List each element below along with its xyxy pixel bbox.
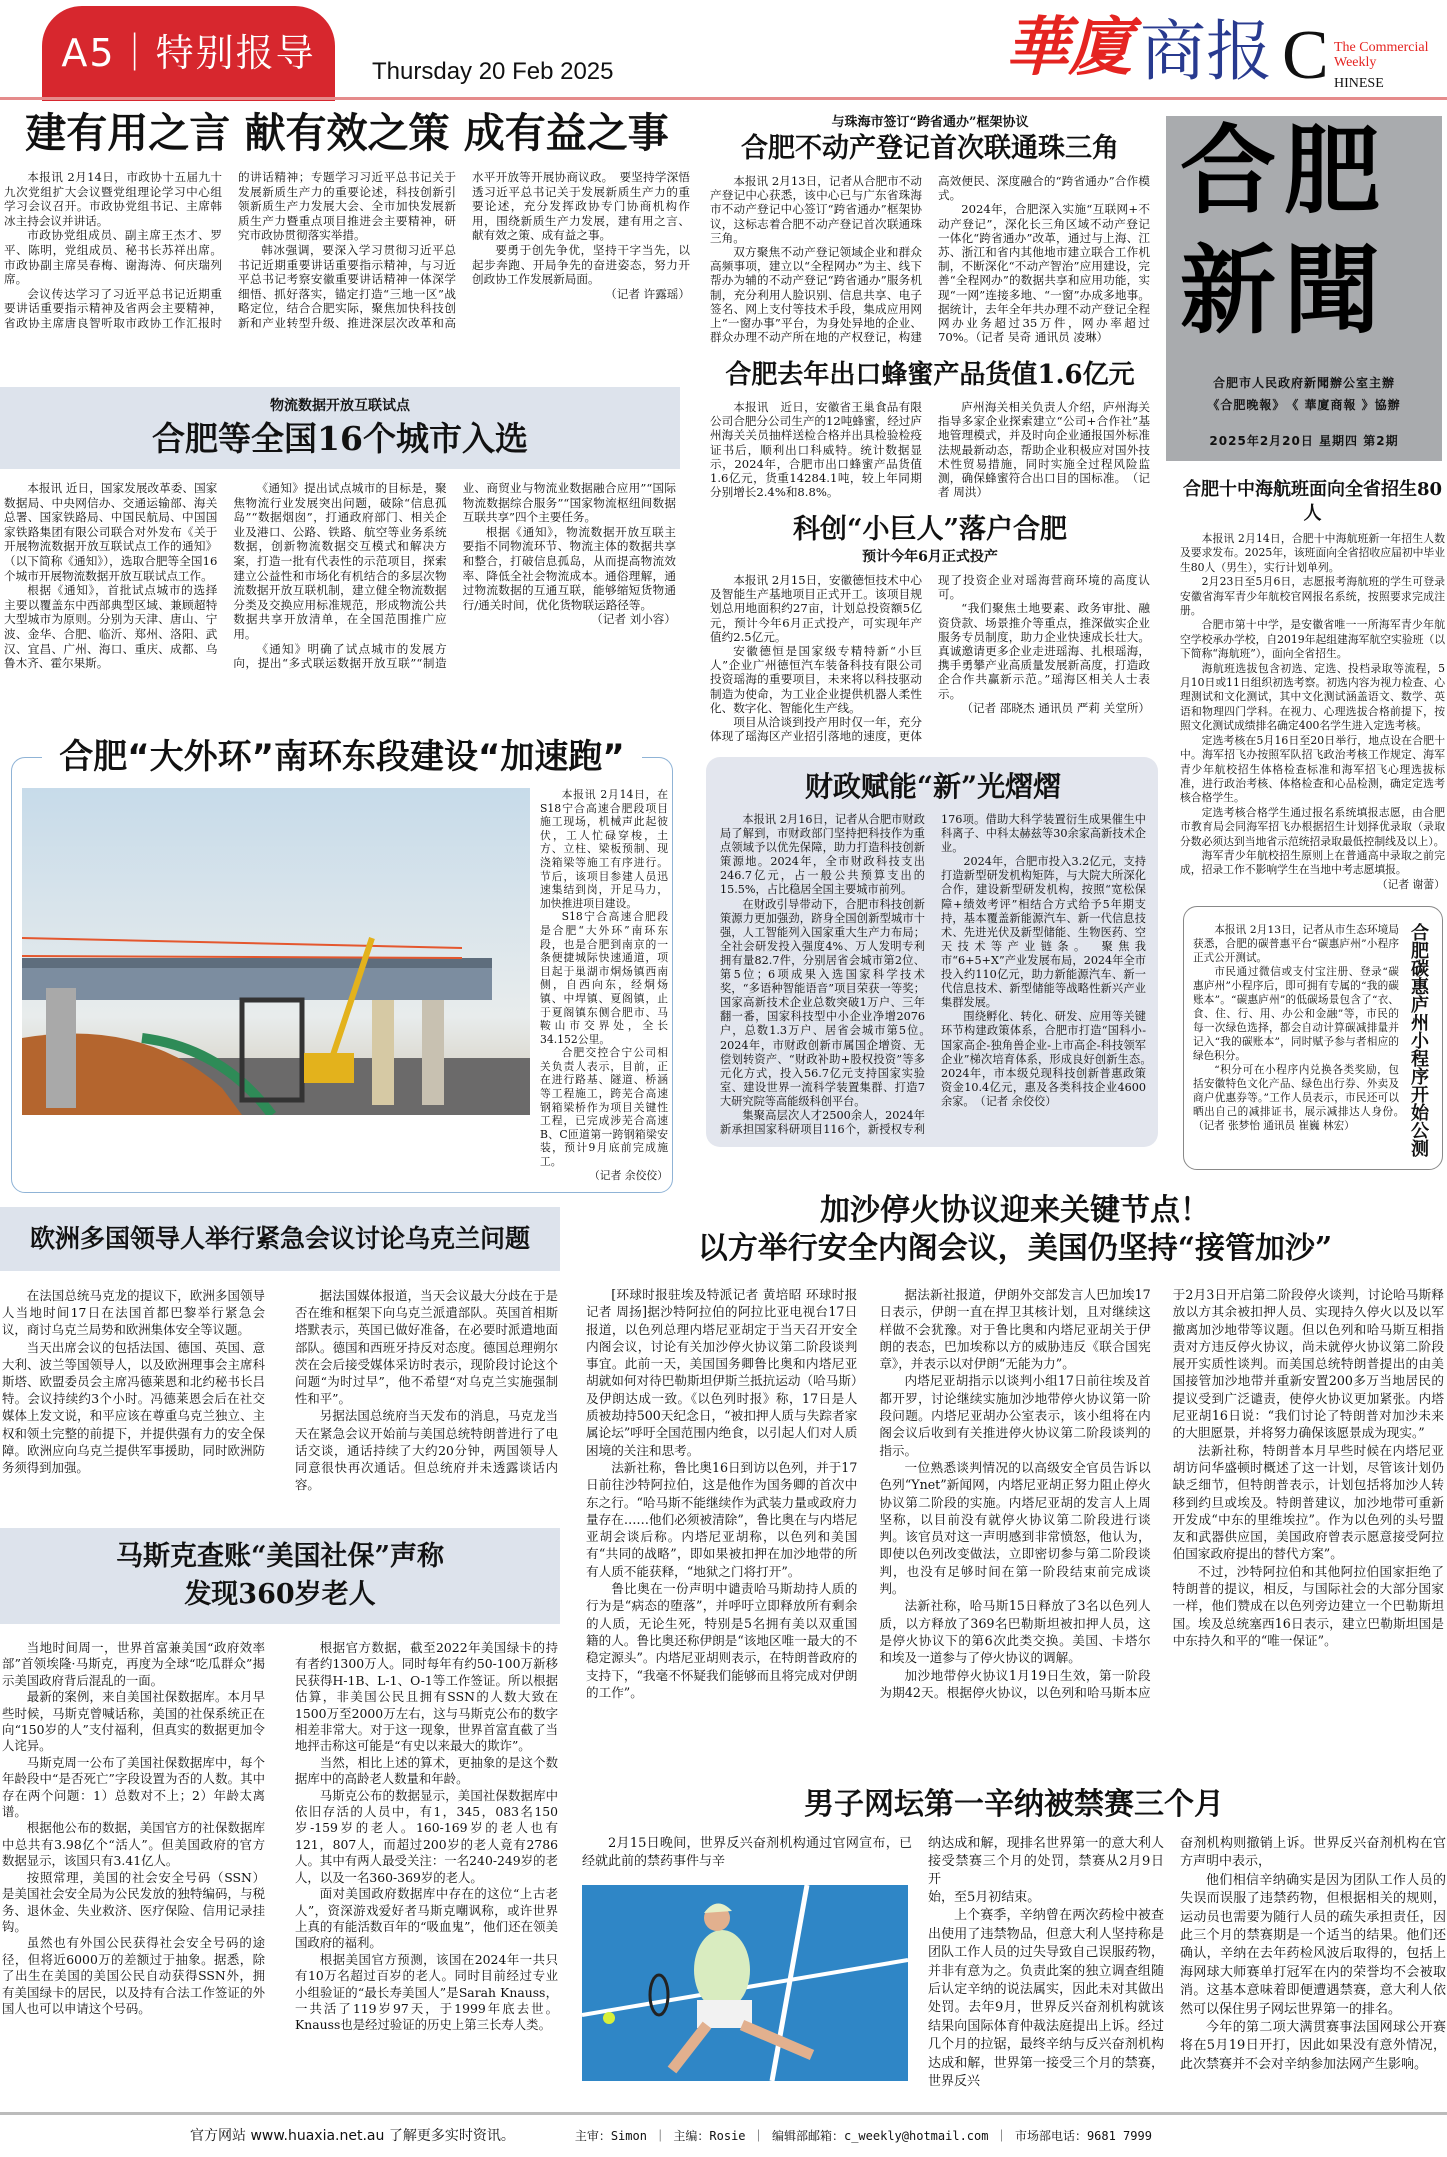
paragraph: 根据《通知》，首批试点城市的选择主要以覆盖东中西部典型区域、兼顾超特大型城市为原则。分别为天津、唐山、宁波、金华、合肥、临沂、郑州、洛阳、武汉、宜昌、广州、海口、重庆、成都、乌鲁木齐、霍尔果斯。 xyxy=(4,583,218,671)
tennis-player-photo xyxy=(582,1885,908,2081)
paragraph: 集聚高层次人才2500余人，2024年新承担国家科研项目116个，新授权专利176项。借助大科学装置衍生成果催生中科离子、中科太赫兹等30余家高新技术企业。 xyxy=(720,813,1146,1137)
footer-editor: 主编：Rosie xyxy=(673,2128,746,2143)
paragraph: 本报讯 近日，国家发展改革委、国家数据局、中央网信办、交通运输部、海关总署、国家铁路局、中国民航局、中国国家铁路集团有限公司联合对外发布《关于开展物流数据开放互联试点工作的通知》（以下简称《通知》），选取合肥等全国16个城市开展物流数据开放互联试点工作。 xyxy=(4,481,218,583)
paragraph: 内塔尼亚胡指示以谈判小组17日前往埃及首都开罗，讨论继续实施加沙地带停火协议第一阶段问题。内塔尼亚胡办公室表示，该小组将在内阁会议后收到有关推进停火协议第二阶段谈判的指示。 xyxy=(879,1373,1151,1458)
headline-ring-road: 合肥“大外环”南环东段建设“加速跑” xyxy=(42,735,642,779)
paragraph: 市政协党组成员、副主席王杰才、罗平、陈明，党组成员、秘书长苏祥出席。市政协副主席吴春梅、谢海涛、何庆瑞列席。 xyxy=(4,228,222,287)
section-sinner xyxy=(582,1785,1446,2091)
article-musk xyxy=(2,1640,558,2034)
headline-musk-line2: 发现360岁老人 xyxy=(184,1579,376,1610)
hefei-news-issue: 2025年2月20日 星期四 第2期 xyxy=(1209,434,1399,448)
section-ring-road xyxy=(11,735,673,1193)
kicker-logistics: 物流数据开放互联试点 xyxy=(270,398,410,414)
paragraph: 本报讯 2月14日，市政协十五届九十九次党组扩大会议暨党组理论学习中心组学习会议召开。市政协党组书记、主席韩冰主持会议并讲话。 xyxy=(4,170,222,228)
paragraph: 一位熟悉谈判情况的以高级安全官员告诉以色列“Ynet”新闻网，内塔尼亚胡正努力阻止停火协议第二阶段的实施。内塔尼亚胡的发言人上周坚称，以目前没有就停火协议第二阶段进行谈判。该官员对这一声明感到非常愤怒，他认为，即使以色列改变做法，立即密切参与第二阶段谈判，也没有足够时间在第一阶段结束前完成谈判。 xyxy=(879,1459,1151,1597)
paragraph: 在法国总统马克龙的提议下，欧洲多国领导人当地时间17日在法国首都巴黎举行紧急会议，商讨乌克兰局势和欧洲集体安全等议题。 xyxy=(2,1288,265,1338)
paragraph: 本报讯 近日，安徽省王巢食品有限公司合肥分公司生产的12吨蜂蜜，经过庐州海关关员抽样送检合格并出具检验检疫证书后，顺利出口科威特。统计数据显示，2024年，合肥市出口蜂蜜产品货值1.6亿元，货重14284.1吨，较上年同期分别增长2.4%和8.8%。 xyxy=(710,400,922,500)
headline-musk-line1: 马斯克查账“美国社保”声称 xyxy=(115,1541,445,1572)
byline: （记者 刘小容） xyxy=(591,612,676,627)
paragraph: 当然，相比上述的算术，更抽象的是这个数据库中的高龄老人数量和年龄。 xyxy=(295,1754,558,1787)
paragraph: 海航班选拔包含初选、定选、投档录取等流程，5月10日或11日组织初选考察。初选内容为视力检查、心理测试和文化测试，其中文化测试涵盖语文、数学、英语和物理四门学科。在视力、心理选拔合格前提下，按照文化测试成绩排名确定400名学生进入定选考核。 xyxy=(1180,661,1446,733)
article-sinner-col2b xyxy=(928,1889,1164,2091)
paragraph: 《通知》提出试点城市的目标是，聚焦物流行业发展突出问题，破除“信息孤岛”“数据烟囱”，打通政府部门、相关企业及港口、公路、铁路、航空等业务系统数据，创新物流数据交互模式和解决方案，打造一批有代表性的示范项目，探索建立公益性和市场化有机结合的多层次物流数据开放互联机制，建立健全物流数据分类及交换应用标准规范，形成物流公共数据共享开放清单，在全国范围推广应用。 xyxy=(233,481,447,641)
sinner-col1-wrap xyxy=(582,1835,912,2081)
header-divider xyxy=(0,97,1447,100)
paragraph: 安徽德恒是国家级专精特新“小巨人”企业广州德恒汽车装备科技有限公司投资瑶海的重要项目，未来将以科技驱动制造为使命，为工业企业提供机器人柔性化、数字化、智能化生产线。 xyxy=(710,644,922,715)
footer-email[interactable]: 编辑部邮箱：c_weekly@hotmail.com xyxy=(771,2128,989,2143)
headline-gaza-line1: 加沙停火协议迎来关键节点！ xyxy=(820,1193,1210,1228)
paragraph: 2月15日晚间，世界反兴奋剂机构通过官网宣布，已经就此前的禁药事件与辛 xyxy=(582,1836,912,1869)
paragraph: 根据《通知》，物流数据开放互联主要指不同物流环节、物流主体的数据共享和整合，打破信息孤岛，从而提高物流效率、降低全社会物流成本。通俗理解，通过物流数据的互通互联，能够缩短货物通行/通关时间，优化货物联运路径等。 xyxy=(462,524,676,612)
paragraph: 按照常理，美国的社会安全号码（SSN）是美国社会安全局为公民发放的独特编码，与税务、退休金、失业救济、医疗保险、信用记录挂钩。 xyxy=(2,1869,265,1934)
logo-shangbao: 商报 xyxy=(1140,13,1272,90)
hefei-news-title-2: 新聞 xyxy=(1180,234,1388,347)
issue-date: Thursday 20 Feb 2025 xyxy=(372,58,614,85)
paragraph: 根据官方数据，截至2022年美国绿卡的持有者约1300万人。同时每年有约50-100万新移民获得H-1B、L-1、O-1等工作签证。所以根据估算，非美国公民且拥有SSN的人数大致在1500万至2000万左右，这与马斯克公布的数字相差非常大。对于这一现象，世界首富直截了当地抨击称这可能是“有史以来最大的欺诈”。 xyxy=(295,1640,558,1754)
paragraph: [环球时报驻埃及特派记者 黄培昭 环球时报记者 周扬]据沙特阿拉伯的阿拉比亚电视台17日报道，以色列总理内塔尼亚胡定于当天召开安全内阁会议，讨论有关加沙停火协议第二阶段谈判事宜。此前一天，美国国务卿鲁比奥和内塔尼亚胡就如何对待巴勒斯坦伊斯兰抵抗运动（哈马斯）及伊朗达成一致。《以色列时报》称，17日是人质被劫持500天纪念日，“被扣押人质与失踪者家属论坛”呼吁全国范围内绝食，以引起人们对人质困境的关注和思考。 xyxy=(586,1287,858,1458)
hefei-news-masthead xyxy=(1166,116,1442,461)
paragraph: 据法新社报道，伊朗外交部发言人巴加埃17日表示，伊朗一直在捍卫其核计划，且对继续这样做不会犹豫。对于鲁比奥和内塔尼亚胡关于伊朗的表态，巴加埃称以方的威胁违反《联合国宪章》，并表示以对伊朗“无能为力”。 xyxy=(879,1287,1151,1372)
footer-credits: 主审：Simon ｜ 主编：Rosie ｜ 编辑部邮箱：c_weekly@hotmail.com ｜ 市场部电话：9681 7999 xyxy=(574,2128,1152,2143)
logo-english xyxy=(1334,40,1428,70)
paragraph: 根据他公布的数据，美国官方的社保数据库中总共有3.98亿个“活人”。但美国政府的官方数据显示，该国只有3.41亿人。 xyxy=(2,1820,265,1869)
paragraph: 双方聚焦不动产登记领域企业和群众高频事项，建立以“全程网办”为主、线下帮办为辅的不动产登记“跨省通办”服务机制，充分利用人脸识别、信息共享、电子签名、网上支付等技术手段，集成应用网上“一窗办事”平台，为身处异地的企业、群众办理不动产所在地的产权登记，构建高效便民、深度融合的“跨省通办”合作模式。 xyxy=(710,174,1150,345)
article-sinner-col2a xyxy=(928,1835,1164,1889)
headline-europe: 欧洲多国领导人举行紧急会议讨论乌克兰问题 xyxy=(29,1224,530,1253)
article-gaza xyxy=(586,1286,1444,1701)
paragraph: 2月23日至5月6日，志愿报考海航班的学生可登录安徽省海军青少年航校官网报名系统，按照要求完成注册。 xyxy=(1180,575,1445,618)
article-giant xyxy=(710,573,1150,743)
paragraph: 法新社称，哈马斯15日释放了3名以色列人质，以方释放了369名巴勒斯坦被扣押人员，这是停火协议下的第6次此类交换。美国、卡塔尔和埃及一道参与了停火协议的调解。 xyxy=(879,1598,1151,1666)
paragraph: 本报讯 2月13日，记者从合肥市不动产登记中心获悉，该中心已与广东省珠海市不动产登记中心签订“跨省通办”框架协议，这标志着合肥不动产登记首次联通珠三角。 xyxy=(710,174,922,245)
paragraph: 始，至5月初结束。 xyxy=(928,1890,1041,1905)
paragraph: 他们相信辛纳确实是因为团队工作人员的失误而误服了违禁药物，但根据相关的规则，运动员也需要为随行人员的疏失承担责任，因此三个月的禁赛期是一个适当的结果。他们还确认，辛纳在去年药检风波后取得的，包括上海网球大师赛单打冠军在内的荣誉均不会被取消。这基本意味着即便遭遇禁赛，意大利人依然可以保住男子网坛世界第一的排名。 xyxy=(1180,1872,1446,2017)
paragraph: 庐州海关相关负责人介绍，庐州海关指导多家企业探索建立“公司+合作社”基地管理模式，并及时向企业通报国外标准法规最新动态，帮助企业积极应对国外技术性贸易措施，同时实施全过程风险监测，确保蜂蜜符合出口目的国标准。 （记者 周洪） xyxy=(938,400,1150,500)
section-cppcc xyxy=(4,106,690,331)
section-property xyxy=(710,114,1150,344)
section-logistics xyxy=(0,387,680,671)
byline: （记者 谢蕾） xyxy=(1376,877,1445,891)
paragraph: 鲁比奥在一份声明中谴责哈马斯劫持人质的行为是“病态的堕落”，并呼吁立即释放所有剩余的人质，无论生死，特别是5名拥有美以双重国籍的人。鲁比奥还称伊朗是“该地区唯一最大的不稳定源头”。内塔尼亚胡则表示，在特朗普政府的支持下，“我毫不怀疑我们能够而且将完成对伊朗的工作”。 xyxy=(586,1581,858,1700)
paragraph: 今年的第二项大满贯赛事法国网球公开赛将在5月19日开打，因此如果没有意外情况，此次禁赛并不会对辛纳参加法网产生影响。 xyxy=(1180,2020,1446,2072)
paragraph: 根据美国官方预测，该国在2024年一共只有10万名超过百岁的老人。同时目前经过专业小组验证的“最长寿美国人”是Sarah Knauss，一共活了119岁97天，于1999年底去世。Knauss也是经过验证的历史上第三长寿人类。 xyxy=(295,1951,558,2033)
paragraph: 加沙地带停火协议1月19日生效，第一阶段为期42天。根据停火协议，以色列和哈马斯本应于2月3日开启第二阶段停火谈判，讨论哈马斯释放以方其余被扣押人员、实现持久停火以及以军撤离加沙地带等议题。但以色列和哈马斯互相指责对方违反停火协议，尚未就停火协议第二阶段展开实质性谈判。而美国总统特朗普提出的由美国接管加沙地带并重新安置200多万当地居民的提议受到广泛谴责，使停火协议更加紧张。内塔尼亚胡16日说：“我们讨论了特朗普对加沙未来的大胆愿景，并将努力确保该愿景成为现实。” xyxy=(879,1287,1444,1700)
section-naval xyxy=(1180,478,1445,892)
europe-headline-box xyxy=(0,1207,560,1271)
article-property xyxy=(710,174,1150,344)
hefei-news-co-organizer: 《合肥晚報》 《 華廈商報 》協辦 xyxy=(1207,398,1401,412)
headline-finance: 财政赋能“新”光熠熠 xyxy=(804,770,1062,803)
paragraph: 法新社称，特朗普本月早些时候在内塔尼亚胡访问华盛顿时概述了这一计划，尽管该计划仍缺乏细节，但特朗普表示，计划包括将加沙人转移到约旦或埃及。特朗普建议，加沙地带可重新开发成“中东的里维埃拉”。作为以色列的头号盟友和武器供应国，美国政府曾表示愿意接受阿拉伯国家政府提出的替代方案”。 xyxy=(1172,1442,1444,1562)
paragraph: S18宁合高速合肥段是合肥“大外环”南环东段，也是合肥到南京的一条便捷城际快速通道，项目起于巢湖市烔炀镇西南侧，自西向东，经烔炀镇、中垾镇、夏阁镇，止于夏阁镇东侧合肥市、马鞍山市交界处，全长34.152公里。 xyxy=(540,910,668,1046)
subtitle-giant: 预计今年6月正式投产 xyxy=(862,549,998,565)
headline-gaza xyxy=(586,1192,1444,1268)
article-sinner-col1 xyxy=(582,1835,912,1871)
paragraph: 虽然也有外国公民获得社会安全号码的途径，但将近6000万的差额过于抽象。据悉，除了出生在美国的美国公民自动获得SSN外，拥有美国绿卡的居民，以及持有合法工作签证的外国人也可以申请这个号码。 xyxy=(2,1935,265,2016)
paragraph: 最新的案例，来自美国社保数据库。本月早些时候，马斯克曾喊话称，美国的社保系统正在向“150岁的人”支付福利，但真实的数据更加令人诧异。 xyxy=(2,1689,265,1754)
paragraph: 不过，沙特阿拉伯和其他阿拉伯国家拒绝了特朗普的提议，相反，与国际社会的大部分国家一样，他们赞成在以色列旁边建立一个巴勒斯坦国。埃及总统塞西16日表示，建立巴勒斯坦国是中东持久和平的“唯一保证”。 xyxy=(1172,1563,1444,1648)
headline-carbon: 合肥碳惠庐州小程序开始公测 xyxy=(1408,923,1429,1157)
section-tab: A5｜特别报导 xyxy=(42,6,335,101)
byline: （记者 余佼佼） xyxy=(588,1168,668,1182)
logo-en-line2: Weekly xyxy=(1334,55,1377,70)
headline-honey: 合肥去年出口蜂蜜产品货值1.6亿元 xyxy=(725,360,1135,390)
paragraph: 马斯克周一公布了美国社保数据库中，每个年龄段中“是否死亡”字段设置为否的人数。其中存在两个问题：1）总数对不上；2）年龄太离谱。 xyxy=(2,1754,265,1820)
paragraph: 奋剂机构则撤销上诉。世界反兴奋剂机构在官方声明中表示， xyxy=(1180,1836,1446,1870)
article-logistics xyxy=(4,481,676,671)
headline-giant: 科创“小巨人”落户合肥 xyxy=(792,514,1068,545)
paragraph: “积分可在小程序内兑换各类奖励，包括安徽特色文化产品、绿色出行券、外卖及商户优惠券等。”工作人员表示，市民还可以晒出自己的减排证书，展示减排达人身份。 （记者 张梦怡 通讯员 崔巍 林宏） xyxy=(1193,1064,1410,1132)
headline-musk xyxy=(0,1538,560,1614)
paragraph: 海军青少年航校招生原则上在普通高中录取之前完成，招录工作不影响学生在当地中考志愿填报。 xyxy=(1180,848,1445,877)
paragraph: 面对美国政府数据库中存在的这位“上古老人”，资深游戏爱好者马斯克嘲讽称，或许世界上真的有能活数百年的“吸血鬼”，他们还在领美国政府的福利。 xyxy=(295,1886,558,1951)
headline-sinner: 男子网坛第一辛纳被禁赛三个月 xyxy=(804,1787,1224,1822)
article-europe xyxy=(2,1287,558,1493)
footer-phone: 市场部电话：9681 7999 xyxy=(1014,2128,1152,2143)
logo-c: C xyxy=(1282,17,1329,94)
paragraph: 当天出席会议的包括法国、德国、英国、意大利、波兰等国领导人，以及欧洲理事会主席科斯塔、欧盟委员会主席冯德莱恩和北约秘书长吕特。会议持续约3个小时。冯德莱恩会后在社交媒体上发文说，和平应该在尊重乌克兰独立、主权和领土完整的前提下，并提供强有力的安全保障。欧洲应向乌克兰提供军事援助，同时欧洲防务须得到加强。 xyxy=(2,1339,265,1476)
logo-huaxia: 華廈 xyxy=(1005,10,1133,85)
paragraph: 本报讯 2月16日，记者从合肥市财政局了解到，市财政部门坚持把科技作为重点领域予以优先保障，助力打造科技创新策源地。2024年，全市财政科技支出246.7亿元，占一般公共预算支出的15.5%，占比稳居全国主要城市前列。 xyxy=(720,813,925,897)
article-carbon xyxy=(1193,923,1410,1133)
article-cppcc xyxy=(4,170,690,331)
section-giant xyxy=(710,513,1150,743)
paragraph: 定选考核在5月16日至20日举行，地点设在合肥十中。海军招飞办按照军队招飞政治考核工作规定、海军青少年航校招生体格检查标准和海军招飞心理选拔标准，进行政治考核、体格检查和心品检测，确定定选考核合格学生。 xyxy=(1180,733,1445,805)
headline-logistics: 合肥等全国16个城市入选 xyxy=(152,419,528,458)
headline-naval: 合肥十中海航班面向全省招生80人 xyxy=(1182,479,1443,524)
section-honey xyxy=(710,358,1150,499)
paragraph: 据法国媒体报道，当天会议最大分歧在于是否在维和框架下向乌克兰派遣部队。英国首相斯塔默表示，英国已做好准备，在必要时派遣地面部队。德国和西班牙持反对态度。德国总理朔尔茨在会后接受媒体采访时表示，现阶段讨论这个问题“为时过早”，他不希望“对乌克兰实施强制性和平”。 xyxy=(295,1288,558,1407)
article-honey xyxy=(710,400,1150,499)
logo-en-line1: The Commercial xyxy=(1334,40,1429,55)
section-musk xyxy=(0,1528,560,2034)
paragraph: 市民通过微信或支付宝注册、登录“碳惠庐州”小程序后，即可拥有专属的“我的碳账本”。“碳惠庐州”的低碳场景包含了“衣、食、住、行、用、办公和金融”等，市民的每一次绿色选择，都会自动计算碳减排量并记入“我的碳账本”，同时赋予参与者相应的绿色积分。 xyxy=(1193,966,1399,1062)
paragraph: 本报讯 2月14日，合肥十中海航班新一年招生人数及要求发布。2025年，该班面向全省招收应届初中毕业生80人（男生），实行计划单列。 xyxy=(1180,532,1446,574)
paragraph: 本报讯 2月13日，记者从市生态环境局获悉，合肥的碳普惠平台“碳惠庐州”小程序正式公开测试。 xyxy=(1193,924,1399,964)
hefei-news-organizer: 合肥市人民政府新聞辦公室主辦 xyxy=(1212,376,1395,390)
hefei-news-title-1: 合肥 xyxy=(1180,114,1388,227)
paragraph: 要勇于创先争优，坚持干字当先，以起步奔跑、开局争先的奋进姿态，努力开创政协工作发展新局面。 xyxy=(472,242,690,287)
paragraph: 另据法国总统府当天发布的消息，马克龙当天在紧急会议开始前与美国总统特朗普进行了电话交谈，通话持续了大约20分钟，两国领导人同意很快再次通话。但总统府并未透露谈话内容。 xyxy=(295,1408,558,1493)
section-gaza xyxy=(586,1192,1444,1701)
paragraph: “我们聚焦土地要素、政务审批、融资贷款、场景推介等重点，推深做实企业服务专员制度，助力企业快速成长壮大。真诚邀请更多企业走进瑶海、扎根瑶海，携手勇攀产业高质量发展新高度，打造政企合作共赢新示范。”瑶海区相关人士表示。 xyxy=(938,601,1150,701)
paragraph: 在财政引导带动下，合肥市科技创新策源力更加强劲，跻身全国创新型城市十强，人工智能列入国家重大生产力布局；全社会研发投入强度4%、万人发明专利拥有量82.7件，分别居省会城市第2位、第5位；6项成果入选国家科学技术奖，“多语种智能语音”项目荣获一等奖；国家高新技术企业总数突破1万户、三年翻一番，国家科技型中小企业净增2076户，总数1.3万户、居省会城市第5位。 2024年，市财政创新市属国企增资、无偿划转资产、“财政补助+股权投资”等多元化方式，投入56.7亿元支持国家实验室、建设世界一流科学装置集群、打造7大研究院等高能级科创平台。 xyxy=(720,897,937,1108)
footer xyxy=(0,2112,1447,2153)
footer-reviewer: 主审：Simon xyxy=(574,2128,647,2143)
paragraph: 定选考核合格学生通过报名系统填报志愿，由合肥市教育局会同海军招飞办根据招生计划择优录取（录取分数必须达到当地省示范统招录取最低控制线及以上）。 xyxy=(1180,805,1445,848)
article-naval xyxy=(1180,532,1445,892)
ring-road-frame xyxy=(11,757,673,1193)
paragraph: 围绕孵化、转化、研发、应用等关键环节构建政策体系，合肥市打造“国科小-国家高企-独角兽企业-上市高企-科技领军企业”梯次培育体系，形成良好创新生态。 2024年，市本级兑现科技创新普惠政策资金10.4亿元，惠及各类科技企业4600余家。 （记者 余佼佼） xyxy=(941,1010,1158,1108)
paragraph: 2024年，合肥深入实施“互联网+不动产登记”，深化长三角区域不动产登记一体化“跨省通办”改革，通过与上海、江苏、浙江和省内其他地市建立联合工作机制，不断深化“不动产智治”应用建设，完善“全程网办”的数据共享和应用功能，实现“一网”连接多地、“一窗”办成多地事。据统计，去年全年共办理不动产登记全程网办业务超过35万件，网办率超过70%。（记者 吴奇 通讯员 凌琳） xyxy=(938,202,1150,345)
paragraph: 法新社称，鲁比奥16日到访以色列，并于17日前往沙特阿拉伯，这是他作为国务卿的首次中东之行。“哈马斯不能继续作为武装力量或政府力量存在……他们必须被清除”，鲁比奥在与内塔尼亚胡会谈后称。内塔尼亚胡称，以色列和美国有“共同的战略”，即如果被扣押在加沙地带的所有人质不能获释，“地狱之门将打开”。 xyxy=(586,1459,858,1579)
article-ring-road xyxy=(540,788,668,1182)
paragraph: 本报讯 2月14日，在S18宁合高速合肥段项目施工现场，机械声此起彼伏，工人忙碌穿梭，土方、立柱、梁板预制、现浇箱梁等施工有序进行。节后，该项目参建人员迅速集结到岗，开足马力，加快推进项目建设。 xyxy=(540,788,668,910)
section-europe xyxy=(0,1207,560,1493)
byline: （记者 邵晓杰 通讯员 严莉 关堂所） xyxy=(961,700,1150,715)
headline-cppcc: 建有用之言 献有效之策 成有益之事 xyxy=(25,109,669,157)
kicker-property: 与珠海市签订“跨省通办”框架协议 xyxy=(831,115,1029,130)
footer-website[interactable]: 官方网站 www.huaxia.net.au 了解更多实时资讯。 xyxy=(190,2128,515,2144)
article-sinner-col3 xyxy=(1180,1835,1446,2074)
musk-headline-box xyxy=(0,1528,560,1624)
paragraph: 会议传达学习了习近平总书记近期重要讲话重要指示精神及省两会主要精神，省政协主席唐良智听取市政协工作汇报时的讲话精神；专题学习习近平总书记关于发展新质生产力的重要论述，科技创新引领新质生产力发展大会、全市加快发展新质生产力暨重点项目推进会主要精神，研究市政协贯彻落实举措。 xyxy=(4,170,456,330)
sinner-col2-wrap xyxy=(928,1835,1164,2091)
finance-box xyxy=(706,757,1158,1147)
paragraph: 本报讯 2月15日，安徽德恒技术中心及智能生产基地项目正式开工。该项目规划总用地面积约27亩，计划总投资额5亿元，预计今年6月正式投产，可实现年产值约2.5亿元。 xyxy=(710,573,922,644)
byline: （记者 许露瑶） xyxy=(605,286,690,301)
paragraph: 合肥交控合宁公司相关负责人表示，目前，正在进行路基、隧道、桥涵等工程施工，跨芜合高速钢箱梁桥作为项目关键性工程，已完成涉芜合高速B、C匝道第一跨钢箱梁安装，预计9月底前完成施工。 xyxy=(540,1046,668,1169)
paragraph: 合肥市第十中学，是安徽省唯一一所海军青少年航空学校承办学校，自2019年起组建海军航空实验班（以下简称“海航班”），面向全省招生。 xyxy=(1180,618,1446,661)
paragraph: 上个赛季，辛纳曾在两次药检中被查出使用了违禁物品，但意大利人坚持称是团队工作人员的过失导致自己误服药物，并非有意为之。负责此案的独立调查组随后认定辛纳的说法属实，因此未对其做出处罚。去年9月，世界反兴奋剂机构就该结果向国际体育仲裁法庭提出上诉。经过几个月的拉锯，最终辛纳与反兴奋剂机构达成和解，世界第一接受三个月的禁赛，世界反兴 xyxy=(928,1908,1164,2090)
bridge-construction-photo xyxy=(22,788,530,1115)
article-finance xyxy=(720,813,1158,1137)
paragraph: 《通知》明确了试点城市的发展方向，提出“多式联运数据开放互联”“制造业、商贸业与物流业数据融合应用”“国际物流数据综合服务”“国家物流枢纽间数据互联共享”四个主要任务。 xyxy=(233,481,676,671)
paragraph: 马斯克公布的数据显示，美国社保数据库中依旧存活的人员中，有1，345，083名150岁-159岁的老人。160-169岁的老人也有121，807人，而超过200岁的老人竟有2786人。其中有两人最受关注：一名240-249岁的老人，以及一名360-369岁的老人。 xyxy=(295,1787,558,1885)
logo-chinese: HINESE xyxy=(1334,76,1384,91)
paragraph: 纳达成和解，现排名世界第一的意大利人接受禁赛三个月的处罚，禁赛从2月9日开 xyxy=(928,1836,1164,1887)
carbon-box xyxy=(1183,906,1443,1170)
sinner-columns xyxy=(582,1835,1446,2091)
paragraph: 韩冰强调，要深入学习贯彻习近平总书记近期重要讲话重要指示精神，与习近平总书记考察安徽重要讲话精神一体深学细悟、抓好落实，锚定打造“三地一区”战略定位，结合合肥实际，聚焦加快科技创新和产业转型升级、推进深层次改革和高水平开放等开展协商议政。 要坚持学深悟透习近平总书记关于发展新质生产力的重要论述，充分发挥政协专门协商机构作用，围绕新质生产力发展，建有用之言、献有效之策、成有益之事。 xyxy=(238,170,690,330)
headline-property: 合肥不动产登记首次联通珠三角 xyxy=(741,133,1119,164)
paragraph: 项目从洽谈到投产用时仅一年，充分体现了瑶海区产业招引落地的速度，更体现了投资企业对瑶海营商环境的高度认可。 xyxy=(710,573,1150,744)
logistics-headline-box xyxy=(0,387,680,469)
paragraph: 当地时间周一，世界首富兼美国“政府效率部”首领埃隆·马斯克，再度为全球“吃瓜群众”揭示美国政府背后混乱的一面。 xyxy=(2,1640,265,1688)
paragraph: 2024年，合肥市投入3.2亿元，支持打造新型研发机构矩阵，与大院大所深化合作，建设新型研发机构，按照“宽松保障+绩效考评”相结合方式给予5年期支持，基本覆盖新能源汽车、新一代信息技术、先进光伏及新型储能、生物医药、空天技术等产业链条。 聚焦我市“6+5+X”产业发展布局，2024年全市投入约110亿元，助力新能源汽车、新一代信息技术、新型储能等战略性新兴产业集群发展。 xyxy=(941,855,1146,1010)
headline-gaza-line2: 以方举行安全内阁会议，美国仍坚持“接管加沙” xyxy=(697,1231,1333,1266)
